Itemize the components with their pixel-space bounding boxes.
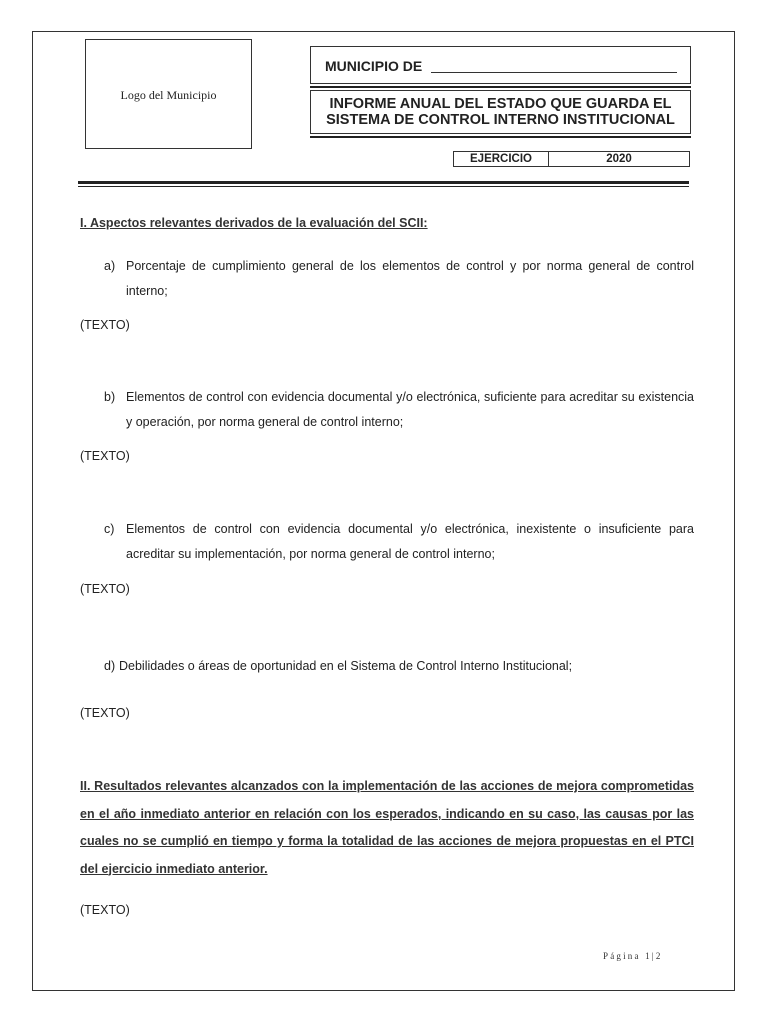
list-item-text: Porcentaje de cumplimiento general de los elementos de control y por norma general de control interno; (126, 259, 694, 298)
list-item-label: c) (104, 522, 115, 536)
section2-heading: II. Resultados relevantes alcanzados con la implementación de las acciones de mejora comprometidas en el año inmediato anterior en relación con los esperados, indicando en su caso, las causas por las cuales no se cumplió en tiempo y forma la totalidad de las acciones de mejora propuestas en el PTCI del ejercicio inmediato anterior. (80, 779, 694, 876)
header-divider-thick (78, 181, 689, 184)
header-divider-thin (78, 186, 689, 187)
text-placeholder-b: (TEXTO) (80, 449, 130, 463)
list-item-c (104, 517, 694, 567)
list-item-a (104, 254, 694, 304)
ejercicio-box (453, 151, 690, 167)
list-item-d (104, 654, 694, 679)
text-placeholder-d: (TEXTO) (80, 706, 130, 720)
page-number: Página 1|2 (603, 951, 663, 961)
list-item-text: Elementos de control con evidencia documental y/o electrónica, inexistente o insuficiente para acreditar su implementación, por norma general de control interno; (126, 522, 694, 561)
ejercicio-label: EJERCICIO (454, 152, 549, 166)
list-item-text: Elementos de control con evidencia documental y/o electrónica, suficiente para acreditar su existencia y operación, por norma general de control interno; (126, 390, 694, 429)
municipio-box (310, 46, 691, 84)
report-title-box (310, 90, 691, 134)
text-placeholder-c: (TEXTO) (80, 582, 130, 596)
municipio-blank-line (431, 72, 677, 73)
list-item-b (104, 385, 694, 435)
section1-heading: I. Aspectos relevantes derivados de la evaluación del SCII: (80, 216, 428, 230)
list-item-text: Debilidades o áreas de oportunidad en el Sistema de Control Interno Institucional; (119, 659, 573, 673)
list-item-label: a) (104, 259, 116, 273)
municipio-label: MUNICIPIO DE (325, 58, 423, 74)
text-placeholder-a: (TEXTO) (80, 318, 130, 332)
report-title (311, 96, 690, 128)
report-title-line2: SISTEMA DE CONTROL INTERNO INSTITUCIONAL (326, 112, 675, 128)
ejercicio-year: 2020 (606, 153, 632, 165)
list-item-label: b) (104, 390, 116, 404)
logo-placeholder (85, 39, 252, 149)
list-item-label: d) (104, 659, 116, 673)
text-placeholder-section2: (TEXTO) (80, 903, 130, 917)
logo-text: Logo del Municipio (120, 88, 217, 102)
report-title-line1: INFORME ANUAL DEL ESTADO QUE GUARDA EL (329, 96, 672, 112)
